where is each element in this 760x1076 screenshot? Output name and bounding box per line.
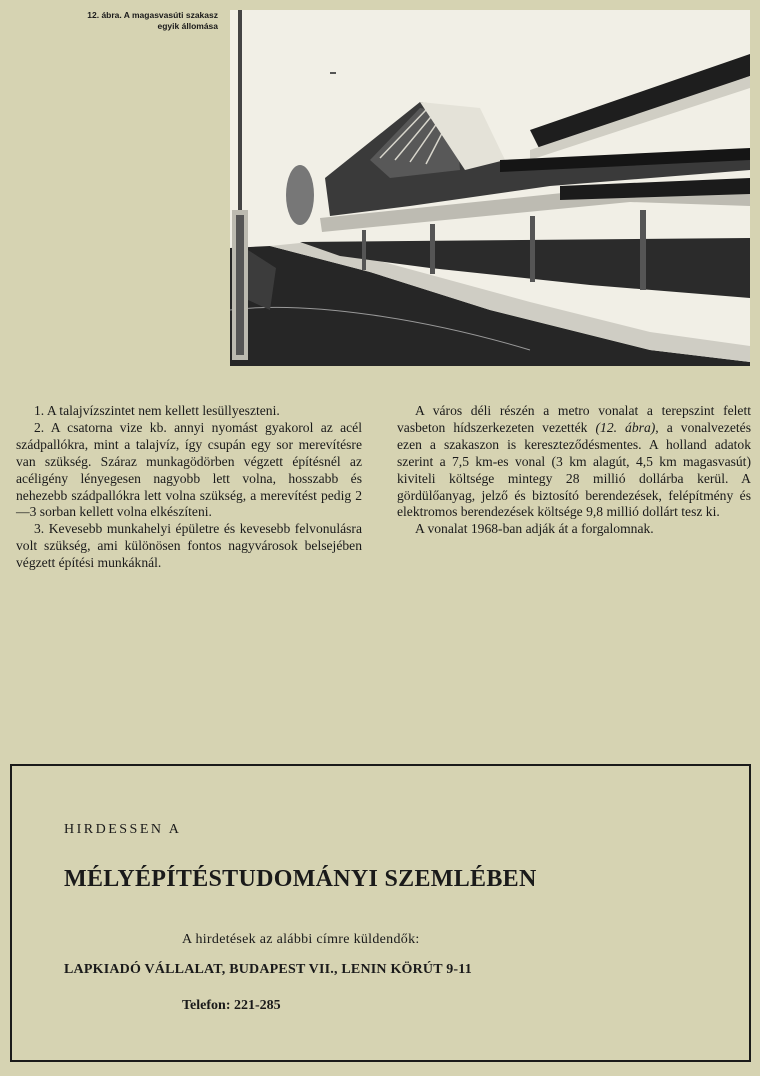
ad-address: LAPKIADÓ VÁLLALAT, BUDAPEST VII., LENIN KÖRÚT 9-11 bbox=[64, 962, 472, 977]
ad-journal-title: MÉLYÉPÍTÉSTUDOMÁNYI SZEMLÉBEN bbox=[64, 866, 537, 892]
left-paragraph-3: 3. Kevesebb munkahelyi épületre és kevesebb felvonulásra volt szükség, ami különösen fontos nagyvárosok belsejében végzett építési munkáknál. bbox=[16, 521, 362, 571]
left-column bbox=[16, 403, 362, 572]
right-paragraph-1 bbox=[397, 403, 751, 521]
right-column bbox=[397, 403, 751, 538]
ad-headline: HIRDESSEN A bbox=[64, 822, 182, 837]
station-photo bbox=[230, 10, 750, 366]
right-paragraph-1-start: A város déli részén a metro vonalat a terepszint felett vasbeton hídszerkezeten vezették bbox=[397, 403, 751, 435]
caption-line-1: 12. ábra. A magasvasúti szakasz bbox=[87, 10, 218, 20]
right-paragraph-2: A vonalat 1968-ban adják át a forgalomnak. bbox=[415, 521, 654, 537]
left-paragraph-2: 2. A csatorna vize kb. annyi nyomást gyakorol az acél szádpallókra, mint a talajvíz, így csupán egy sor merevítésre van szükség. Száraz munkagödörben végzett építésnél az acéligény lényegesen nagyobb lett volna, hosszabb és nehezebb szádpallókra lett volna szükség, a merevítést pedig 2—3 sorban kellett volna elkészíteni. bbox=[16, 419, 362, 520]
figure-reference: (12. ábra) bbox=[595, 419, 656, 435]
ad-phone: Telefon: 221-285 bbox=[182, 998, 281, 1013]
advertisement-box bbox=[10, 764, 751, 1062]
ad-instruction: A hirdetések az alábbi címre küldendők: bbox=[182, 932, 420, 947]
figure-caption bbox=[22, 10, 218, 32]
right-paragraph-1-end: , a vonalvezetés ezen a szakaszon is kereszteződésmentes. A holland adatok szerint a 7,5 km-es vonal (3 km alagút, 4,5 km magasvasút) kiviteli költsége mintegy 28 millió dollárba kerül. A gördülőanyag, jelző és biztosító berendezések, felépítmény és elektromos berendezések költsége 9,8 millió dollárt tesz ki. bbox=[397, 419, 751, 520]
left-paragraph-1: 1. A talajvízszintet nem kellett lesüllyeszteni. bbox=[34, 403, 280, 418]
caption-line-2: egyik állomása bbox=[157, 21, 218, 31]
